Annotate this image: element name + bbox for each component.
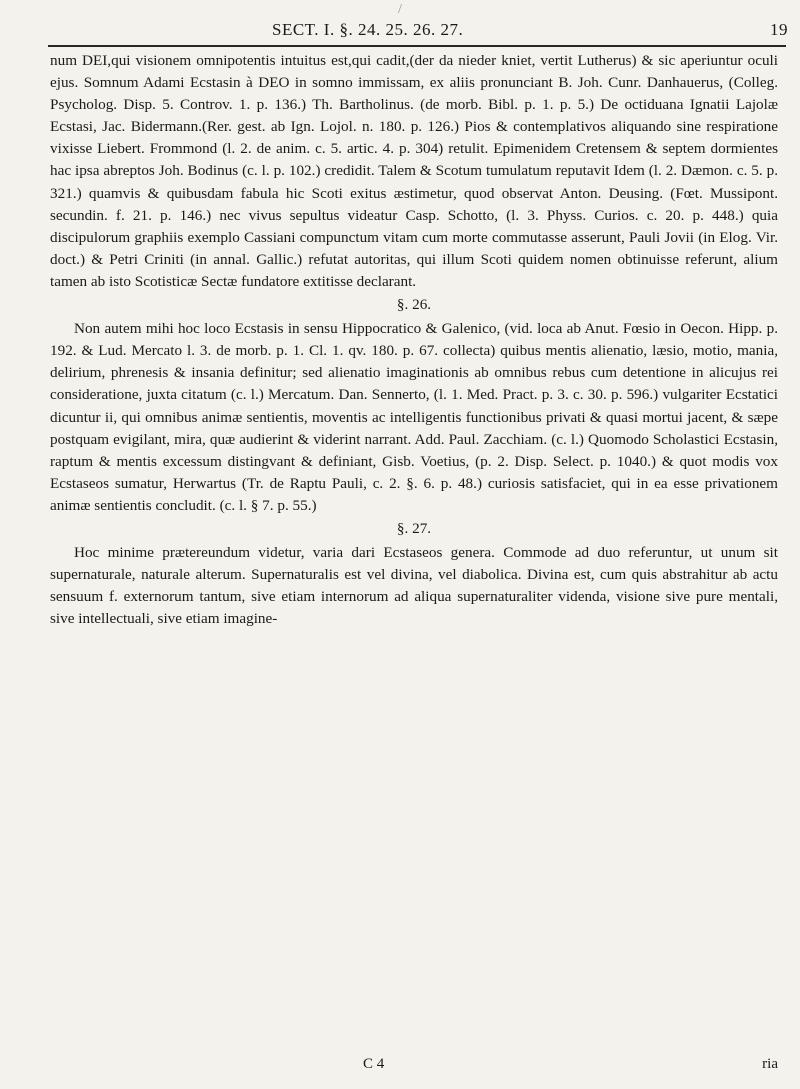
section-mark-27: §. 27. (396, 519, 432, 537)
header-rule (48, 45, 786, 47)
page-number: 19 (770, 20, 788, 39)
signature-mark: C 4 (363, 1056, 385, 1072)
page-footer (50, 1056, 778, 1078)
page-body (50, 50, 778, 630)
paragraph-27: Hoc minime prætereundum videtur, varia dari Ecstaseos genera. Commode ad duo referuntur, ut unum sit supernaturale, naturale alterum. Supernaturalis est vel divina, vel diabolica. Divina est, cum quis abstrahitur ab actu sensuum f. externorum tantum, sive etiam internorum ad aliqua supernaturaliter videnda, visione sive pure mentali, sive intellectuali, sive etiam imagine- (50, 544, 778, 628)
running-header (0, 20, 800, 44)
paragraph-26: Non autem mihi hoc loco Ecstasis in sensu Hippocratico & Galenico, (vid. loca ab Anut. Fœsio in Oecon. Hipp. p. 192. & Lud. Mercato l. 3. de morb. p. 1. Cl. 1. qv. 180. p. 67. collecta) quibus mentis alienatio, læsio, motio, mania, delirium, phrenesis & insania definitur; sed alienatio imaginationis ab omnibus rebus cum detentione in alicujus rei consideratione, juxta citatum (c. l.) Mercatum. Dan. Sennerto, (l. 1. Med. Pract. p. 3. c. 30. p. 596.) vulgariter Ecstatici dicuntur ii, qui omnibus animæ sentientis, moventis ac intelligentis functionibus privati & quasi mortui jacent, & sæpe postquam evigilant, mira, quæ audierint & viderint narrant. Add. Paul. Zacchiam. (c. l.) Quomodo Scholastici Ecstasin, raptum & mentis excessum distingvant & definiant, Gisb. Voetius, (p. 2. Disp. Select. p. 1040.) & quot modis vox Ecstaseos sumatur, Herwartus (Tr. de Raptu Pauli, c. 2. §. 6. p. 48.) curiosis satisfaciet, qui in ea esse privationem animæ sentientis concludit. (c. l. § 7. p. 55.) (50, 320, 778, 514)
running-title: SECT. I. §. 24. 25. 26. 27. (272, 20, 464, 39)
catchword: ria (762, 1056, 778, 1072)
page-speck: / (398, 2, 402, 17)
section-mark-26: §. 26. (396, 296, 432, 314)
paragraph-continuation: num DEI,qui visionem omnipotentis intuitus est,qui cadit,(der da nieder kniet, vertit Lutherus) & sic aperiuntur oculi ejus. Somnum Adami Ecstasin à DEO in somno immissam, ex aliis pronunciant B. Joh. Cunr. Danhauerus, (Colleg. Psycholog. Disp. 5. Controv. 1. p. 136.) Th. Bartholinus. (de morb. Bibl. p. 1. p. 5.) De octiduana Ignatii Lajolæ Ecstasi, Jac. Bidermann.(Rer. gest. ab Ign. Lojol. n. 180. p. 126.) Pios & contemplativos aliquando sine respiratione vixisse Liebert. Frommond (l. 2. de anim. c. 5. artic. 4. p. 304) retulit. Epimenidem Cretensem & septem dormientes hac ipsa abreptos Joh. Bodinus (c. l. p. 102.) credidit. Talem & Scotum tumulatum reputavit Idem (l. 2. Dæmon. c. 5. p. 321.) quamvis & quibusdam fabula hic Scoti exitus æstimetur, quod observat Anton. Deusing. (Fœt. Mussipont. secundin. f. 21. p. 146.) nec vivus sepultus videatur Casp. Schotto, (l. 3. Physs. Curios. c. 20. p. 448.) quia discipulorum graphiis exemplo Cassiani compunctum vitam cum morte commutasse asserunt, Pauli Jovii (in Elog. Vir. doct.) & Petri Criniti (in annal. Gallic.) refutat autoritas, qui illum Scoti quidem nomen obtinuisse referunt, alium tamen ab isto Scotisticæ Sectæ fundatore extitisse declarant. (50, 52, 778, 290)
